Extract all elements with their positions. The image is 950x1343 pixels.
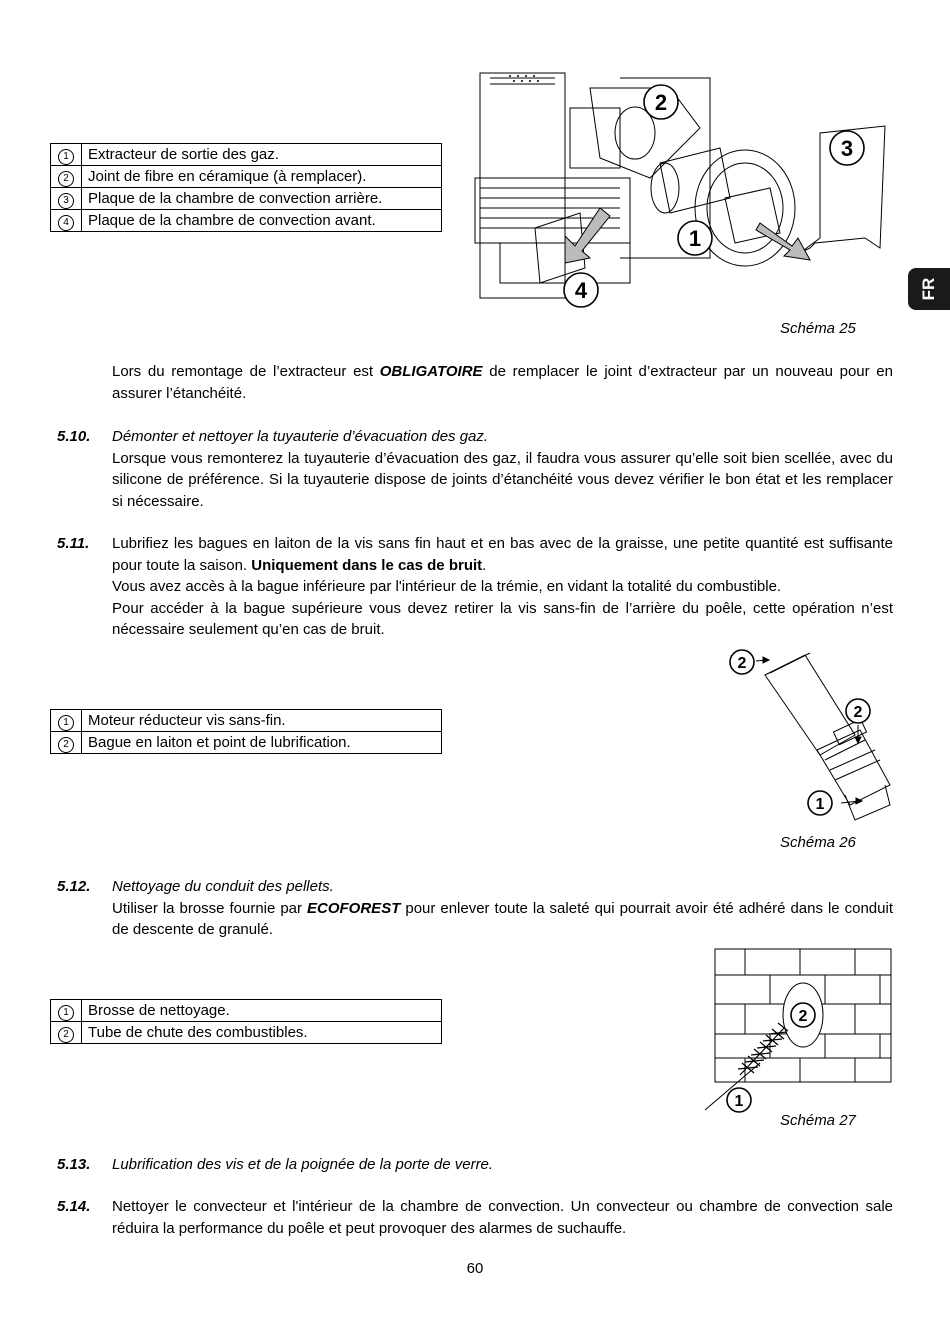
callout-number: 1 [58, 715, 74, 731]
section-body: Nettoyer le convecteur et l'intérieur de la chambre de convection. Un convecteur ou chambre de convection sale réduira la performance du poêle et peut provoquer des alarmes de suchauffe. [112, 1198, 893, 1237]
emphasis: Uniquement dans le cas de bruit [251, 556, 483, 574]
legend-table-1 [50, 143, 442, 232]
callout-2: 2 [798, 1008, 808, 1025]
callout-number: 2 [58, 737, 74, 753]
section-title: Lubrification des vis et de la poignée de la porte de verre. [112, 1156, 494, 1173]
table-row [51, 1000, 442, 1022]
table-row [51, 188, 442, 210]
section-line: Pour accéder à la bague supérieure vous devez retirer la vis sans-fin de l’arrière du poêle, cette opération n’est nécessaire seulement qu’en cas de bruit. [112, 599, 893, 638]
table-row [51, 710, 442, 732]
legend-text: Moteur réducteur vis sans-fin. [82, 710, 442, 732]
callout-4: 4 [574, 278, 588, 303]
page-number: 60 [466, 1260, 484, 1277]
text: . [482, 556, 487, 574]
section-title: Démonter et nettoyer la tuyauterie d’évacuation des gaz. [112, 428, 489, 445]
legend-text: Extracteur de sortie des gaz. [82, 144, 442, 166]
text: de remplacer le joint d’extracteur par un nouveau pour en assurer l’étanchéité. [112, 363, 893, 402]
emphasis: ECOFOREST [307, 899, 401, 917]
legend-text: Brosse de nettoyage. [82, 1000, 442, 1022]
figure-extractor-diagram [470, 68, 890, 318]
callout-number: 2 [58, 1027, 74, 1043]
legend-text: Plaque de la chambre de convection avant. [82, 210, 442, 232]
callout-1: 1 [815, 796, 825, 813]
language-tab [908, 268, 950, 310]
callout-number: 3 [58, 193, 74, 209]
callout-number: 1 [58, 149, 74, 165]
table-row [51, 1022, 442, 1044]
section-number: 5.14. [57, 1198, 91, 1215]
emphasis: OBLIGATOIRE [379, 363, 483, 380]
table-row [51, 144, 442, 166]
section-5-12 [112, 876, 893, 941]
callout-2: 2 [853, 704, 863, 721]
section-number: 5.13. [57, 1156, 91, 1173]
figure-caption: Schéma 25 [780, 320, 856, 337]
section-number: 5.11. [57, 535, 90, 552]
callout-2: 2 [737, 655, 747, 672]
legend-table-2 [50, 709, 442, 754]
section-5-11 [112, 533, 893, 641]
legend-table-3 [50, 999, 442, 1044]
reassembly-paragraph [112, 361, 893, 404]
legend-text: Tube de chute des combustibles. [82, 1022, 442, 1044]
figure-auger-motor-diagram [725, 645, 895, 825]
figure-caption: Schéma 26 [780, 834, 856, 851]
section-number: 5.10. [57, 428, 91, 445]
text: Lors du remontage de l’extracteur est [112, 363, 380, 380]
language-tab-label: FR [919, 277, 938, 301]
legend-text: Joint de fibre en céramique (à remplacer). [82, 166, 442, 188]
callout-number: 4 [58, 215, 74, 231]
table-row [51, 732, 442, 754]
section-line: Vous avez accès à la bague inférieure par l'intérieur de la trémie, en vidant la totalité du combustible. [112, 578, 782, 595]
callout-number: 2 [58, 171, 74, 187]
table-row [51, 166, 442, 188]
section-body [112, 898, 893, 941]
callout-3: 3 [840, 136, 854, 161]
section-number: 5.12. [57, 878, 91, 895]
text: pour enlever toute la saleté qui pourrait avoir été adhéré dans le conduit de descente de granulé. [112, 899, 893, 938]
figure-caption: Schéma 27 [780, 1112, 856, 1129]
callout-2: 2 [654, 90, 668, 115]
callout-1: 1 [688, 226, 702, 251]
callout-number: 1 [58, 1005, 74, 1021]
section-title: Nettoyage du conduit des pellets. [112, 878, 334, 895]
section-body: Lorsque vous remonterez la tuyauterie d’évacuation des gaz, il faudra vous assurer qu’elle soit bien scellée, avec du silicone de préférence. Si la tuyauterie dispose de joints d’étanchéité vous devez vérifier le bon état et les remplacer si nécessaire. [112, 449, 893, 510]
legend-text: Plaque de la chambre de convection arrière. [82, 188, 442, 210]
figure-brush-diagram [700, 945, 895, 1115]
table-row [51, 210, 442, 232]
section-body [112, 533, 893, 576]
callout-1: 1 [734, 1093, 744, 1110]
section-5-10 [112, 426, 893, 512]
text: Utiliser la brosse fournie par [112, 899, 308, 917]
legend-text: Bague en laiton et point de lubrification. [82, 732, 442, 754]
text: Lubrifiez les bagues en laiton de la vis sans fin haut et en bas avec de la graisse, une petite quantité est suffisante pour toute la saison. [112, 535, 893, 574]
